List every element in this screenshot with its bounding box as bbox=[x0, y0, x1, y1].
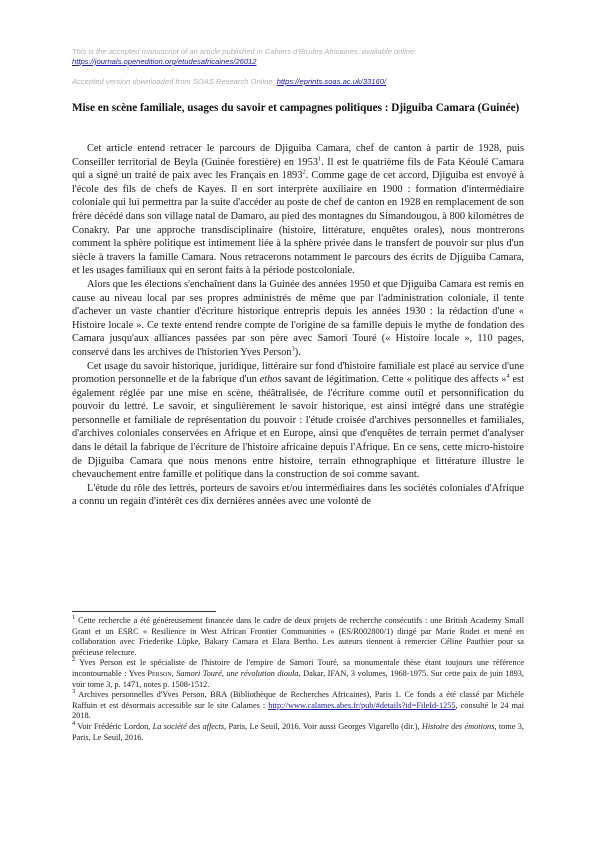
footnotes bbox=[72, 616, 524, 743]
download-notice bbox=[72, 77, 386, 87]
soas-link[interactable]: https://eprints.soas.ac.uk/33160/ bbox=[276, 77, 387, 86]
footnote-4-text-a: Voir Frédéric Lordon, bbox=[75, 721, 153, 731]
footnote-3-text-b: , consulté le 24 mai 2018. bbox=[72, 700, 525, 721]
footnote-2-mark: 2 bbox=[72, 656, 76, 664]
article-title: Mise en scène familiale, usages du savoir et campagnes politiques : Djiguiba Camara (Guinée) bbox=[72, 102, 520, 114]
footnote-4-book-title-2: Histoire des émotions bbox=[421, 721, 495, 731]
footnote-ref-2[interactable]: 2 bbox=[302, 168, 306, 176]
footnote-2-book-title: Samori Touré, une révolution dioula bbox=[176, 668, 299, 678]
p3-text-c: est également réglée par une mise en scène, théâtralisée, de l'écriture comme outil et personnification du pouvoir du lettré. Le savoir, et singulièrement le savoir historique, est ainsi intégré dans une stratégie personnelle et familiale de représentation du pouvoir : l'étude croisée d'archives personnelles et familiales, d'archives coloniales conservées en Afrique et en Europe, ainsi que d'enquêtes de terrain permet d'analyser dans le détail la fabrique de l'écriture de l'histoire africaine depuis l'Afrique. En ce sens, cette micro-histoire de Djiguiba Camara que nous menons entre histoire, terrain ethnographique et littérature illustre le chevauchement entre famille et politique dans la construction de soi comme savant. bbox=[72, 374, 524, 481]
footnote-2-text-b: , bbox=[171, 668, 177, 678]
footnote-1 bbox=[72, 616, 524, 658]
footnote-4-text-c: , tome 3, Paris, Le Seuil, 2016. bbox=[72, 721, 524, 742]
p2-text-a: Alors que les élections s'enchaînent dans la Guinée des années 1950 et que Djiguiba Camara est remis en cause au niveau local par ses propres administrés de même que par l'administration coloniale, il tente d'achever un vaste chantier d'écriture historique entrepris depuis les années 1930 : la rédaction d'une « Histoire locale ». Ce texte entend rendre compte de l'origine de sa famille depuis le mythe de fondation des Camara jusqu'aux alliances passées par son père avec Samori Touré (« Histoire locale », 110 pages, conservé dans les archives de l'historien Yves Person bbox=[72, 278, 524, 358]
footnote-3-mark: 3 bbox=[72, 688, 76, 696]
footnote-2 bbox=[72, 658, 524, 690]
footnote-3-text-a: Archives personnelles d'Yves Person, BRA (Bibliothèque de Recherches Africaines), Paris 1. Ce fonds a été classé par Michèle Raffuin et est désormais accessible sur le site Calames : bbox=[72, 690, 524, 710]
footnote-1-text: Cette recherche a été généreusement financée dans le cadre de deux projets de recherche consécutifs : une British Academy Small Grant et un ESRC « Resilience in West African Frontier Communities » (ES/R002800/1) dirigé par Marie Rodet et mené en collaboration avec Friederike Lüpke, Bakary Camara et Elara Bertho. Les auteurs tiennent à remercier Céline Pauthier pour sa précieuse relecture. bbox=[72, 616, 524, 657]
footnote-4-book-title-1: La société des affects bbox=[152, 721, 225, 731]
journal-link-line bbox=[72, 57, 257, 67]
paragraph-4: L'étude du rôle des lettrés, porteurs de savoirs et/ou intermédiaires dans les sociétés coloniales d'Afrique a connu un regain d'intérêt ces dix dernières années avec une volonté de bbox=[72, 482, 524, 508]
footnote-ref-4[interactable]: 4 bbox=[506, 372, 510, 380]
p1-text-b: . Il est le quatrième fils de Fata Kéoulé Camara qui a signé un traité de paix avec les Français en 1893 bbox=[72, 156, 524, 182]
p1-text-c: . Comme gage de cet accord, Djiguiba est envoyé à l'école des fils de chefs de Kayes. Il en sort interprète auxiliaire en 1900 : formation d'intermédiaire coloniale qui lui permettra par la suite d'accéder au poste de chef de canton en 1928 en remplacement de son frère décédé dans son village natal de Damaro, au pied des montagnes du Simandougou, à 800 kilomètres de Conakry. Par une approche transdisciplinaire (histoire, littérature, enquêtes orales), nous montrerons comment la sphère politique est intimement liée à la sphère privée dans le transfert de pouvoir sur plus d'un siècle à travers la famille Camara. Nous retracerons notamment le parcours des écrits de Djiguiba Camara, et les usages familiaux qui en seront faits à la période postcoloniale. bbox=[72, 170, 524, 277]
p3-text-b: savant de légitimation. Cette « politique des affects » bbox=[281, 374, 507, 386]
footnote-separator bbox=[72, 611, 216, 612]
footnote-ref-1[interactable]: 1 bbox=[318, 155, 322, 163]
paragraph-3 bbox=[72, 360, 524, 482]
footnote-2-author: Person bbox=[147, 668, 172, 678]
footnote-ref-3[interactable]: 3 bbox=[291, 345, 295, 353]
manuscript-notice bbox=[72, 47, 416, 57]
footnote-2-text-a: Yves Person est le spécialiste de l'histoire de l'empire de Samori Touré, sa monumentale thèse étant toujours une référence incontournable : Yves bbox=[72, 658, 524, 678]
footnote-4-mark: 4 bbox=[72, 720, 76, 728]
footnote-4-text-b: , Paris, Le Seuil, 2016. Voir aussi Georges Vigarello (dir.), bbox=[224, 721, 422, 731]
p2-text-b: ). bbox=[294, 346, 301, 358]
manuscript-notice-text: This is the accepted manuscript of an article published in Cahiers d'Etudes Africaines, available online: bbox=[72, 47, 417, 56]
journal-link[interactable]: https://journals.openedition.org/etudesafricaines/26012 bbox=[72, 57, 257, 66]
download-notice-text: Accepted version downloaded from SOAS Research Online: bbox=[72, 77, 277, 86]
paragraph-2 bbox=[72, 278, 524, 360]
p1-text-a: Cet article entend retracer le parcours de Djiguiba Camara, chef de canton à partir de 1928, puis Conseiller territorial de Beyla (Guinée forestière) en 1953 bbox=[72, 143, 524, 168]
footnote-1-mark: 1 bbox=[72, 614, 76, 622]
footnote-3 bbox=[72, 690, 524, 722]
footnote-4 bbox=[72, 722, 524, 743]
paragraph-1 bbox=[72, 142, 524, 278]
article-body bbox=[72, 142, 524, 509]
p3-emphasis: ethos bbox=[259, 374, 282, 386]
footnote-2-text-c: , Dakar, IFAN, 3 volumes, 1968-1975. Sur cette paix de juin 1893, voir tome 3, p. 1471, notes p. 1508-1512. bbox=[72, 668, 524, 689]
p3-text-a: Cet usage du savoir historique, juridique, littéraire sur fond d'histoire familiale est placé au service d'une promotion personnelle et de la fabrique d'un bbox=[72, 360, 524, 386]
calames-link[interactable]: http://www.calames.abes.fr/pub/#details?id=FileId-1255 bbox=[268, 700, 456, 710]
